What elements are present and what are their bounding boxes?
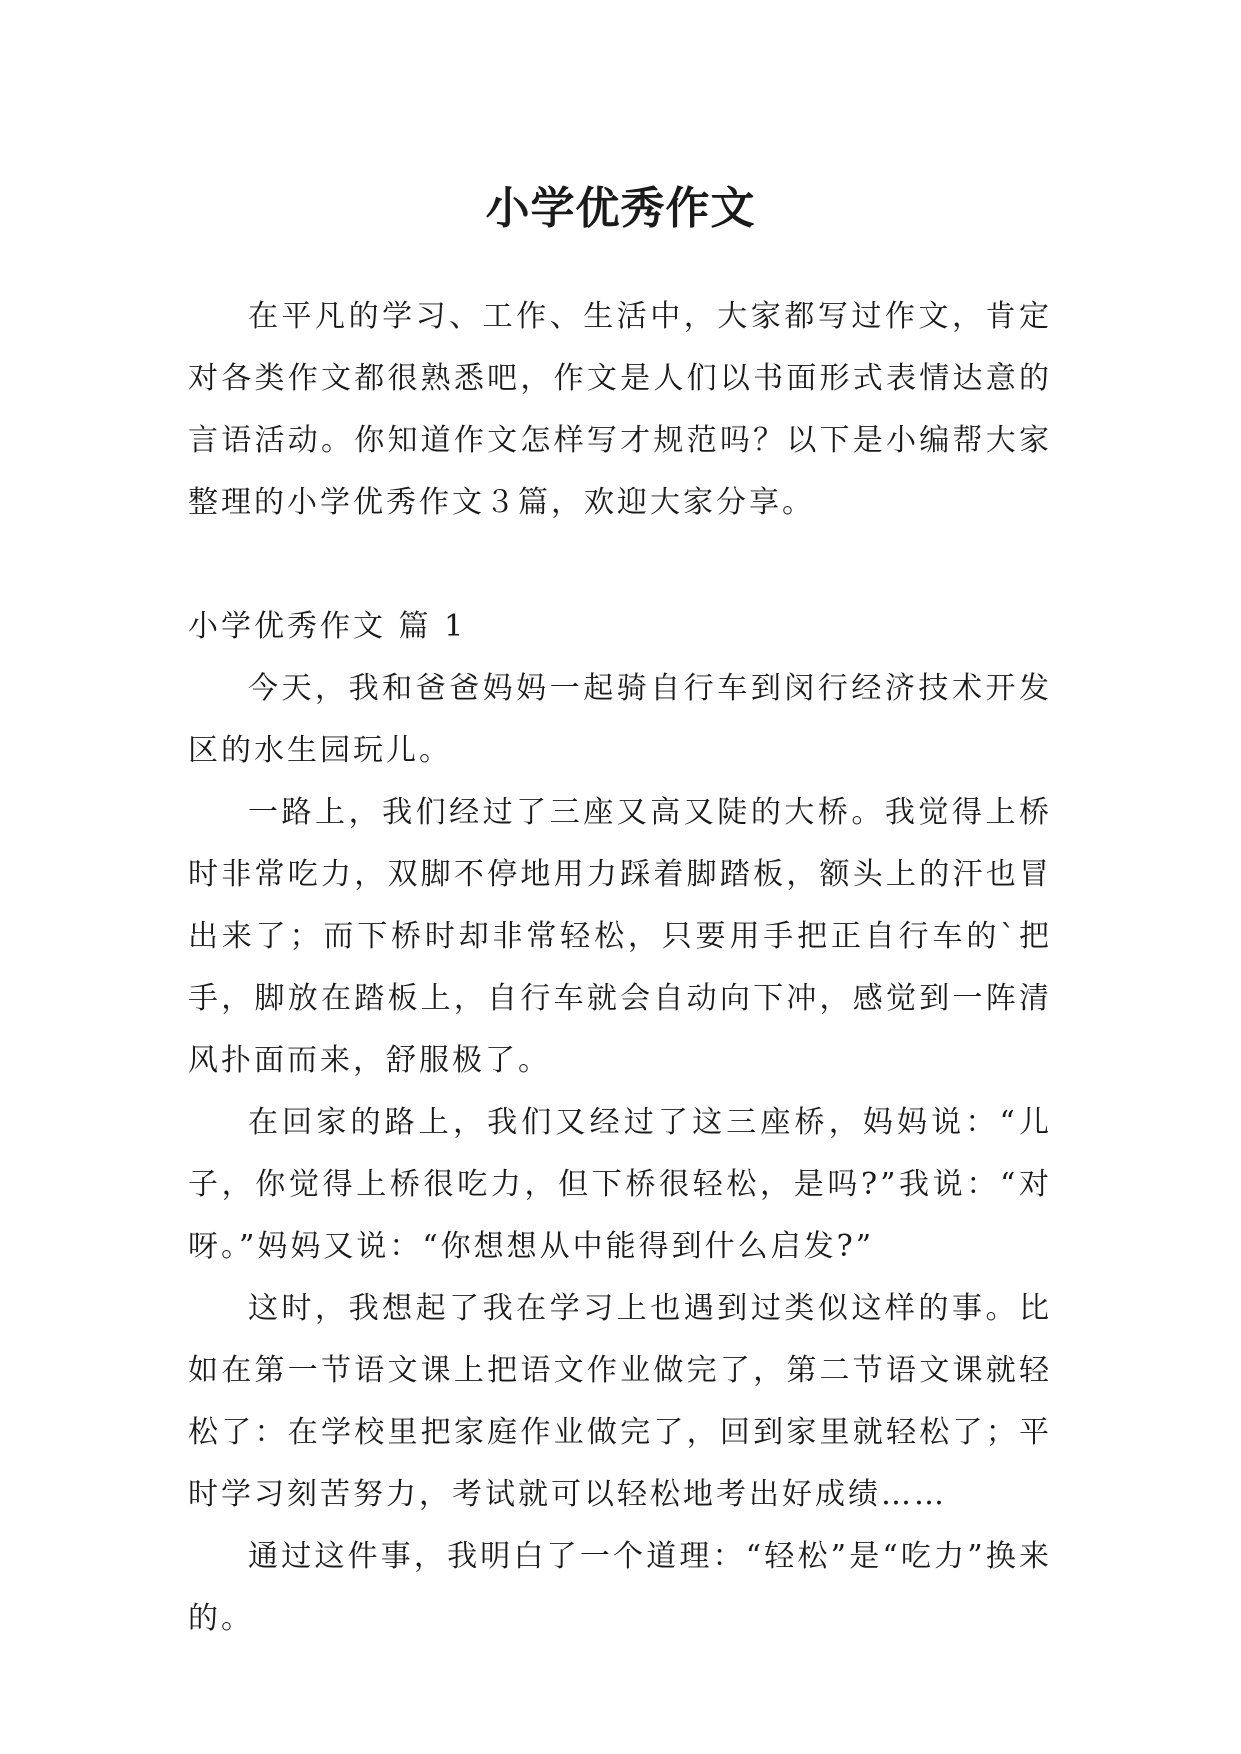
body-paragraph: 在回家的路上，我们又经过了这三座桥，妈妈说：“儿子，你觉得上桥很吃力，但下桥很轻松，是吗?”我说：“对呀。”妈妈又说：“你想想从中能得到什么启发?”	[188, 1105, 1052, 1264]
body-paragraph: 这时，我想起了我在学习上也遇到过类似这样的事。比如在第一节语文课上把语文作业做完了，第二节语文课就轻松了：在学校里把家庭作业做完了，回到家里就轻松了；平时学习刻苦努力，考试就可以轻松地考出好成绩……	[188, 1291, 1052, 1512]
document-title: 小学优秀作文	[485, 183, 756, 235]
intro-paragraph: 在平凡的学习、工作、生活中，大家都写过作文，肯定对各类作文都很熟悉吧，作文是人们以书面形式表情达意的言语活动。你知道作文怎样写才规范吗？以下是小编帮大家整理的小学优秀作文３篇，欢迎大家分享。	[188, 299, 1052, 520]
body-paragraph: 今天，我和爸爸妈妈一起骑自行车到闵行经济技术开发区的水生园玩儿。	[188, 671, 1052, 768]
body-paragraph: 一路上，我们经过了三座又高又陡的大桥。我觉得上桥时非常吃力，双脚不停地用力踩着脚踏板，额头上的汗也冒出来了；而下桥时却非常轻松，只要用手把正自行车的`把手，脚放在踏板上，自行车就会自动向下冲，感觉到一阵清风扑面而来，舒服极了。	[188, 795, 1052, 1078]
document-body	[188, 286, 1052, 1650]
section-heading: 小学优秀作文 篇 1	[188, 609, 467, 644]
body-paragraph: 通过这件事，我明白了一个道理：“轻松”是“吃力”换来的。	[188, 1539, 1052, 1636]
